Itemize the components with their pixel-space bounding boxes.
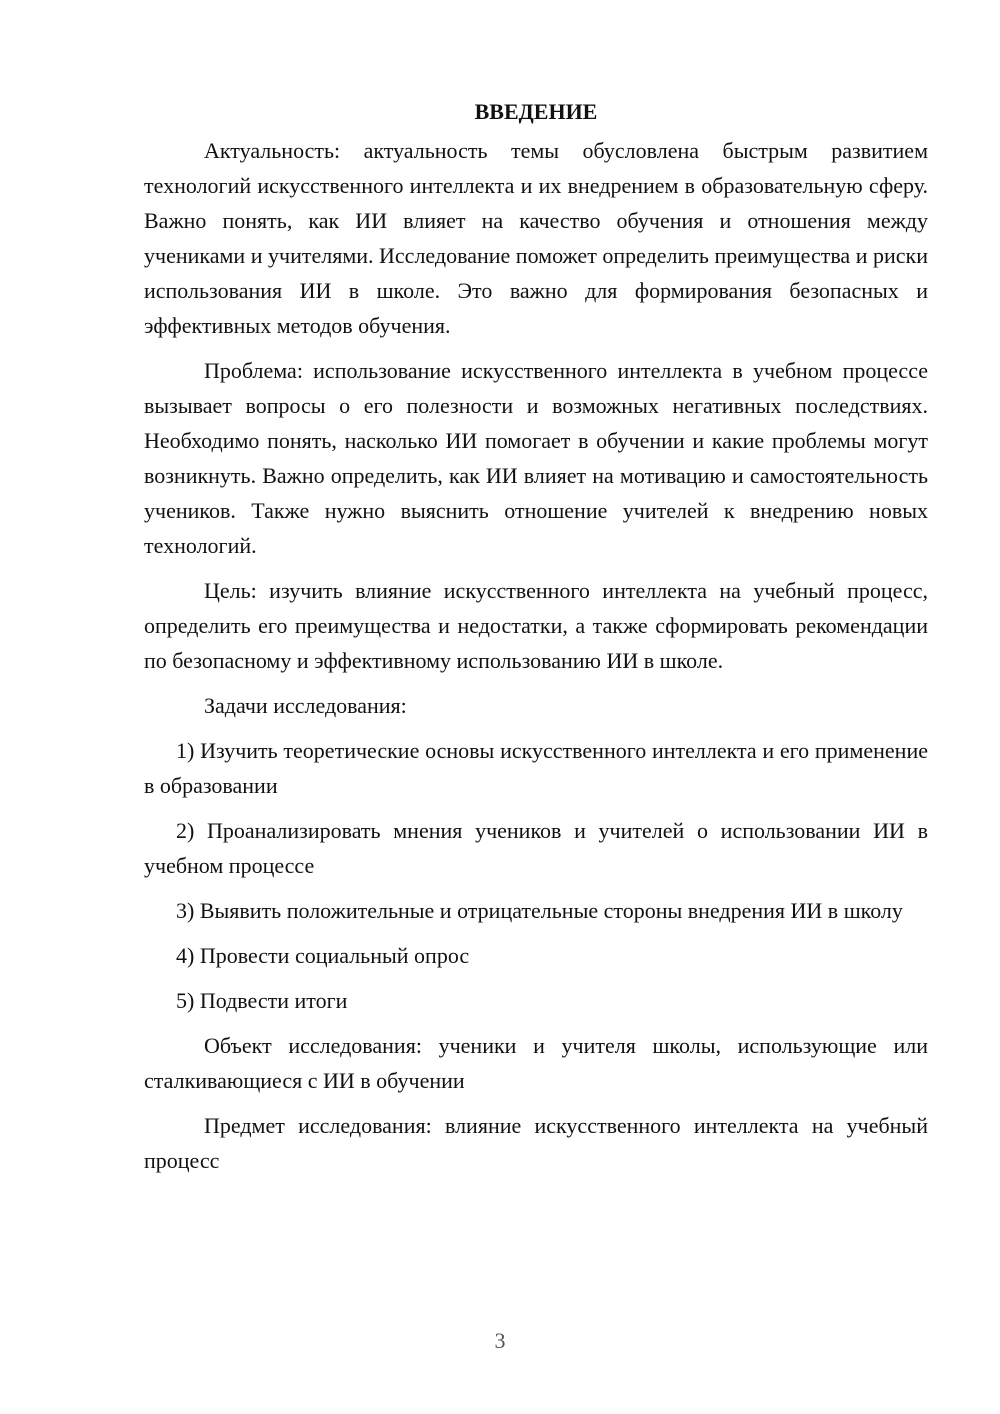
relevance-paragraph: Актуальность: актуальность темы обусловлена быстрым развитием технологий искусственного интеллекта и их внедрением в образовательную сферу. Важно понять, как ИИ влияет на качество обучения и отношения между учениками и учителями. Исследование поможет определить преимущества и риски использования ИИ в школе. Это важно для формирования безопасных и эффективных методов обучения. (144, 138, 928, 338)
task-item-1: 1) Изучить теоретические основы искусственного интеллекта и его применение в образовании (144, 738, 928, 798)
task-item-3: 3) Выявить положительные и отрицательные стороны внедрения ИИ в школу (176, 898, 903, 923)
task-item-2: 2) Проанализировать мнения учеников и учителей о использовании ИИ в учебном процессе (144, 818, 928, 878)
page-title: ВВЕДЕНИЕ (474, 99, 598, 124)
task-item-5: 5) Подвести итоги (176, 988, 348, 1013)
task-item-4: 4) Провести социальный опрос (176, 943, 470, 968)
object-paragraph: Объект исследования: ученики и учителя школы, использующие или сталкивающиеся с ИИ в обучении (144, 1033, 928, 1093)
problem-paragraph: Проблема: использование искусственного интеллекта в учебном процессе вызывает вопросы о его полезности и возможных негативных последствиях. Необходимо понять, насколько ИИ помогает в обучении и какие проблемы могут возникнуть. Важно определить, как ИИ влияет на мотивацию и самостоятельность учеников. Также нужно выяснить отношение учителей к внедрению новых технологий. (144, 358, 928, 558)
goal-paragraph: Цель: изучить влияние искусственного интеллекта на учебный процесс, определить его преимущества и недостатки, а также сформировать рекомендации по безопасному и эффективному использованию ИИ в школе. (144, 578, 928, 673)
document-page (144, 94, 928, 1188)
page-number: 3 (494, 1328, 506, 1353)
tasks-title: Задачи исследования: (204, 693, 407, 718)
subject-paragraph: Предмет исследования: влияние искусственного интеллекта на учебный процесс (144, 1113, 928, 1173)
